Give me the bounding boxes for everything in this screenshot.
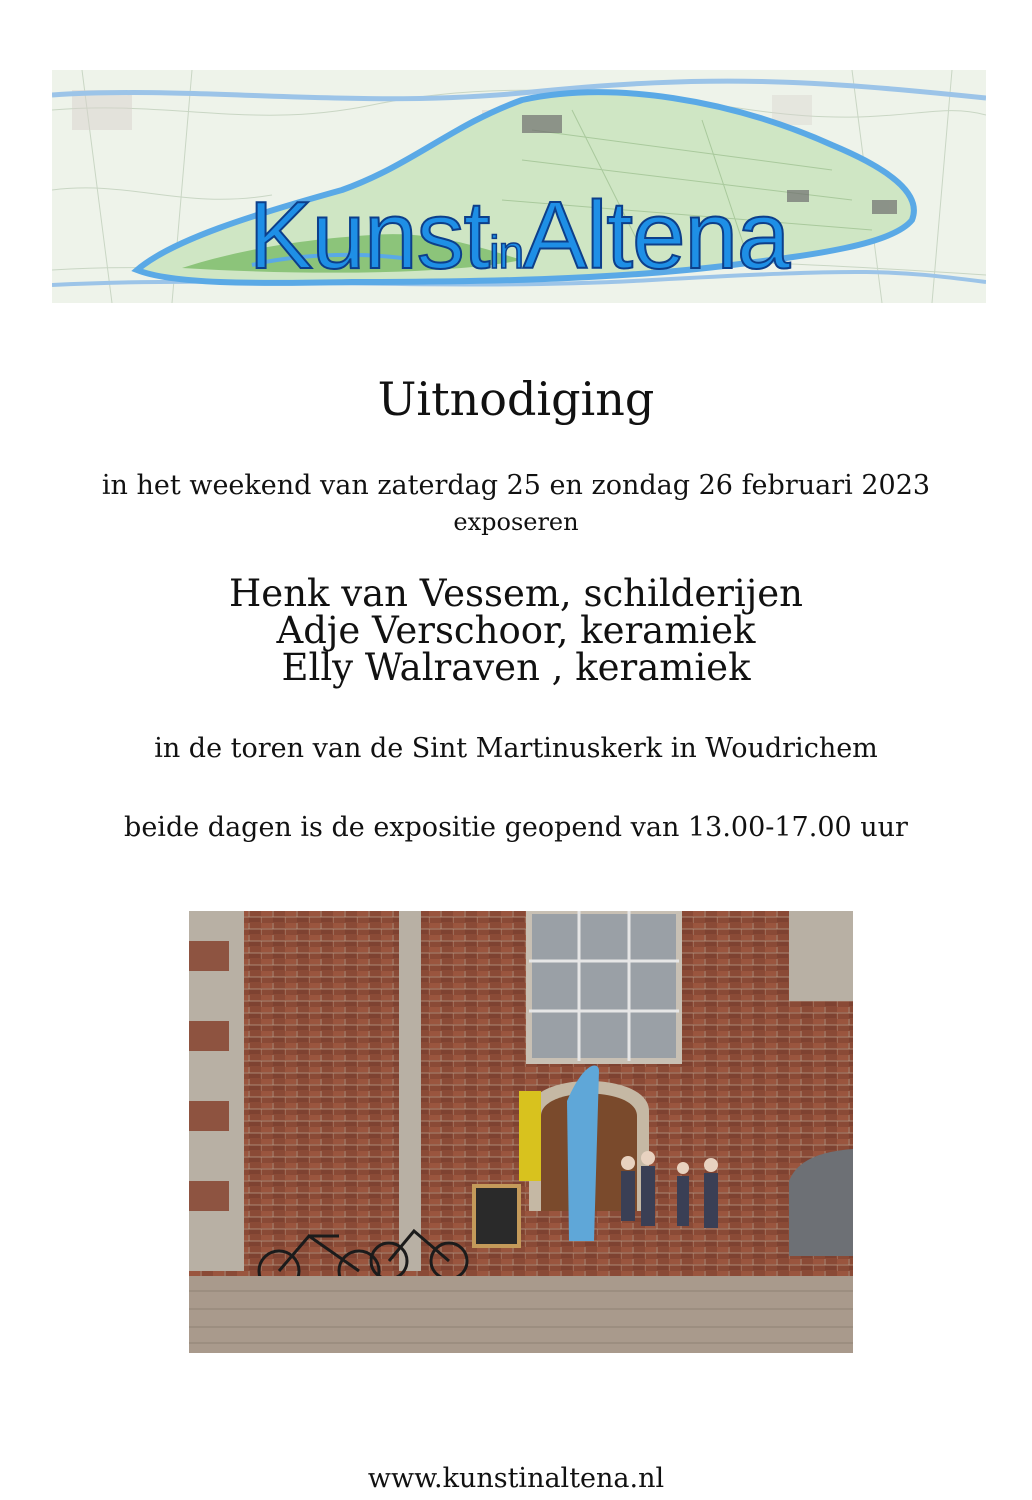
location-line: in de toren van de Sint Martinuskerk in Woudrichem (154, 733, 878, 764)
logo-word-kunst: Kunst (248, 182, 490, 289)
artist-item: Adje Verschoor, keramiek (276, 609, 756, 652)
header-banner (52, 70, 986, 303)
artist-list (0, 572, 1032, 689)
artist-item: Henk van Vessem, schilderijen (229, 572, 803, 615)
church-photo (189, 911, 853, 1353)
invitation-title: Uitnodiging (377, 372, 655, 426)
logo-word-altena: Altena (523, 182, 790, 289)
logo-title (52, 182, 986, 289)
artist-item: Elly Walraven , keramiek (281, 646, 751, 689)
opening-hours: beide dagen is de expositie geopend van 13.00-17.00 uur (124, 812, 908, 843)
logo-word-in: in (489, 226, 524, 278)
weekend-line: in het weekend van zaterdag 25 en zondag 26 februari 2023 (101, 470, 931, 501)
website-link[interactable]: www.kunstinaltena.nl (367, 1463, 665, 1494)
exhibit-verb: exposeren (453, 508, 579, 536)
